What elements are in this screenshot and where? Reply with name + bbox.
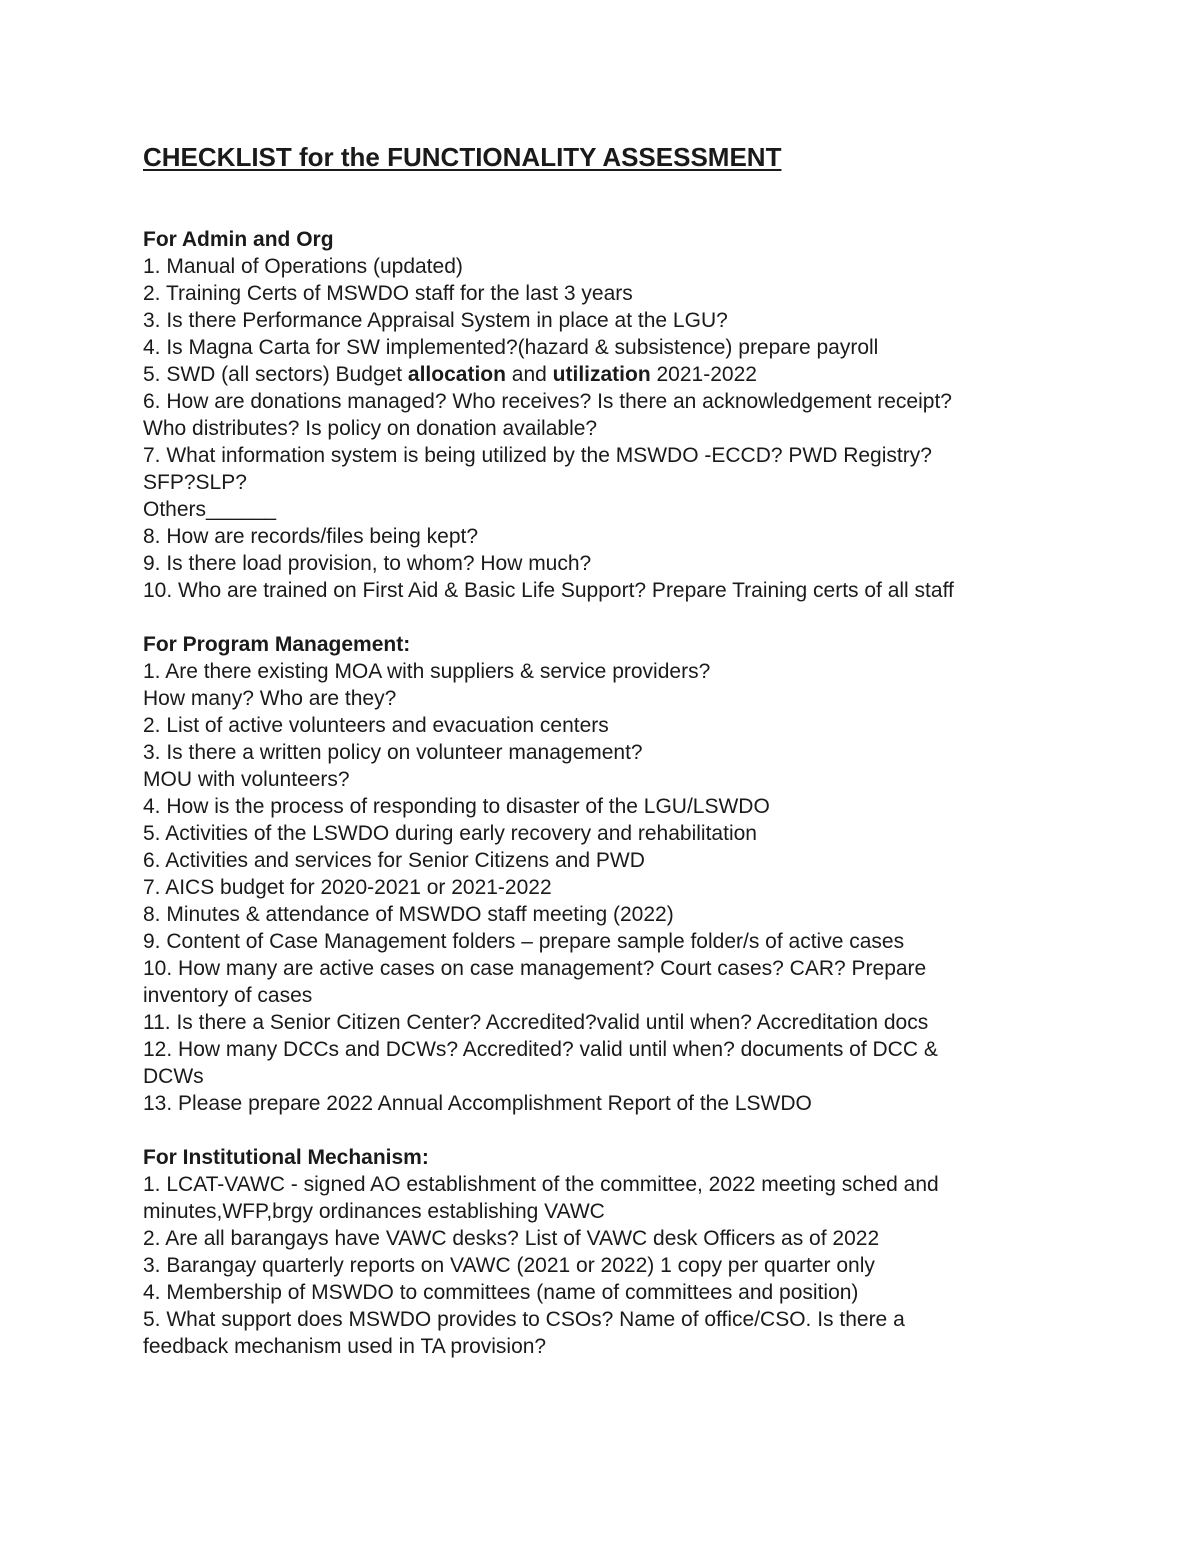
checklist-item-continued: minutes,WFP,brgy ordinances establishing VAWC	[143, 1200, 605, 1223]
checklist-item: 9. Content of Case Management folders – prepare sample folder/s of active cases	[143, 930, 905, 953]
checklist-item: 6. How are donations managed? Who receives? Is there an acknowledgement receipt?	[143, 390, 952, 413]
checklist-item: 5. What support does MSWDO provides to CSOs? Name of office/CSO. Is there a	[143, 1308, 905, 1331]
budget-prefix: 5. SWD (all sectors) Budget	[143, 363, 408, 386]
checklist-item: 2. Are all barangays have VAWC desks? List of VAWC desk Officers as of 2022	[143, 1227, 880, 1250]
section-heading: For Admin and Org	[143, 228, 334, 251]
checklist-item-continued: How many? Who are they?	[143, 687, 397, 710]
checklist-item: 11. Is there a Senior Citizen Center? Accredited?valid until when? Accreditation docs	[143, 1011, 929, 1034]
checklist-item: 4. How is the process of responding to disaster of the LGU/LSWDO	[143, 795, 770, 818]
checklist-item: 3. Is there a written policy on volunteer management?	[143, 741, 643, 764]
checklist-item: 7. AICS budget for 2020-2021 or 2021-2022	[143, 876, 552, 899]
checklist-item: 10. How many are active cases on case management? Court cases? CAR? Prepare	[143, 957, 927, 980]
checklist-item: 2. List of active volunteers and evacuation centers	[143, 714, 609, 737]
section-admin-org	[143, 226, 1143, 604]
budget-allocation-bold: allocation	[407, 363, 506, 386]
document-page	[143, 140, 1143, 1387]
checklist-item: 10. Who are trained on First Aid & Basic Life Support? Prepare Training certs of all staff	[143, 579, 954, 602]
checklist-item-continued: SFP?SLP?	[143, 471, 247, 494]
checklist-item: 13. Please prepare 2022 Annual Accomplishment Report of the LSWDO	[143, 1092, 812, 1115]
checklist-item: 5. Activities of the LSWDO during early recovery and rehabilitation	[143, 822, 757, 845]
checklist-item: 9. Is there load provision, to whom? How much?	[143, 552, 592, 575]
checklist-item: 3. Barangay quarterly reports on VAWC (2021 or 2022) 1 copy per quarter only	[143, 1254, 875, 1277]
checklist-item-continued: Others______	[143, 498, 277, 521]
budget-suffix: 2021-2022	[650, 363, 757, 386]
budget-mid: and	[505, 363, 553, 386]
checklist-item: 7. What information system is being utilized by the MSWDO -ECCD? PWD Registry?	[143, 444, 932, 467]
section-heading: For Institutional Mechanism:	[143, 1146, 429, 1169]
checklist-item: 8. How are records/files being kept?	[143, 525, 479, 548]
checklist-item: 4. Is Magna Carta for SW implemented?(hazard & subsistence) prepare payroll	[143, 336, 879, 359]
checklist-item: 1. Are there existing MOA with suppliers & service providers?	[143, 660, 711, 683]
checklist-item: 3. Is there Performance Appraisal System in place at the LGU?	[143, 309, 728, 332]
section-program-management	[143, 631, 1143, 1117]
checklist-item-budget	[143, 361, 1143, 388]
checklist-item-continued: DCWs	[143, 1065, 204, 1088]
checklist-item: 2. Training Certs of MSWDO staff for the last 3 years	[143, 282, 633, 305]
section-heading: For Program Management:	[143, 633, 411, 656]
checklist-item-continued: MOU with volunteers?	[143, 768, 350, 791]
checklist-item: 6. Activities and services for Senior Citizens and PWD	[143, 849, 645, 872]
checklist-item: 1. LCAT-VAWC - signed AO establishment of the committee, 2022 meeting sched and	[143, 1173, 939, 1196]
checklist-item-continued: feedback mechanism used in TA provision?	[143, 1335, 547, 1358]
section-institutional-mechanism	[143, 1144, 1143, 1360]
checklist-item: 8. Minutes & attendance of MSWDO staff meeting (2022)	[143, 903, 674, 926]
checklist-item: 1. Manual of Operations (updated)	[143, 255, 463, 278]
checklist-item: 4. Membership of MSWDO to committees (name of committees and position)	[143, 1281, 859, 1304]
checklist-item-continued: inventory of cases	[143, 984, 313, 1007]
checklist-item-continued: Who distributes? Is policy on donation available?	[143, 417, 598, 440]
checklist-item: 12. How many DCCs and DCWs? Accredited? valid until when? documents of DCC &	[143, 1038, 938, 1061]
document-title: CHECKLIST for the FUNCTIONALITY ASSESSMENT	[143, 142, 782, 172]
budget-utilization-bold: utilization	[552, 363, 651, 386]
